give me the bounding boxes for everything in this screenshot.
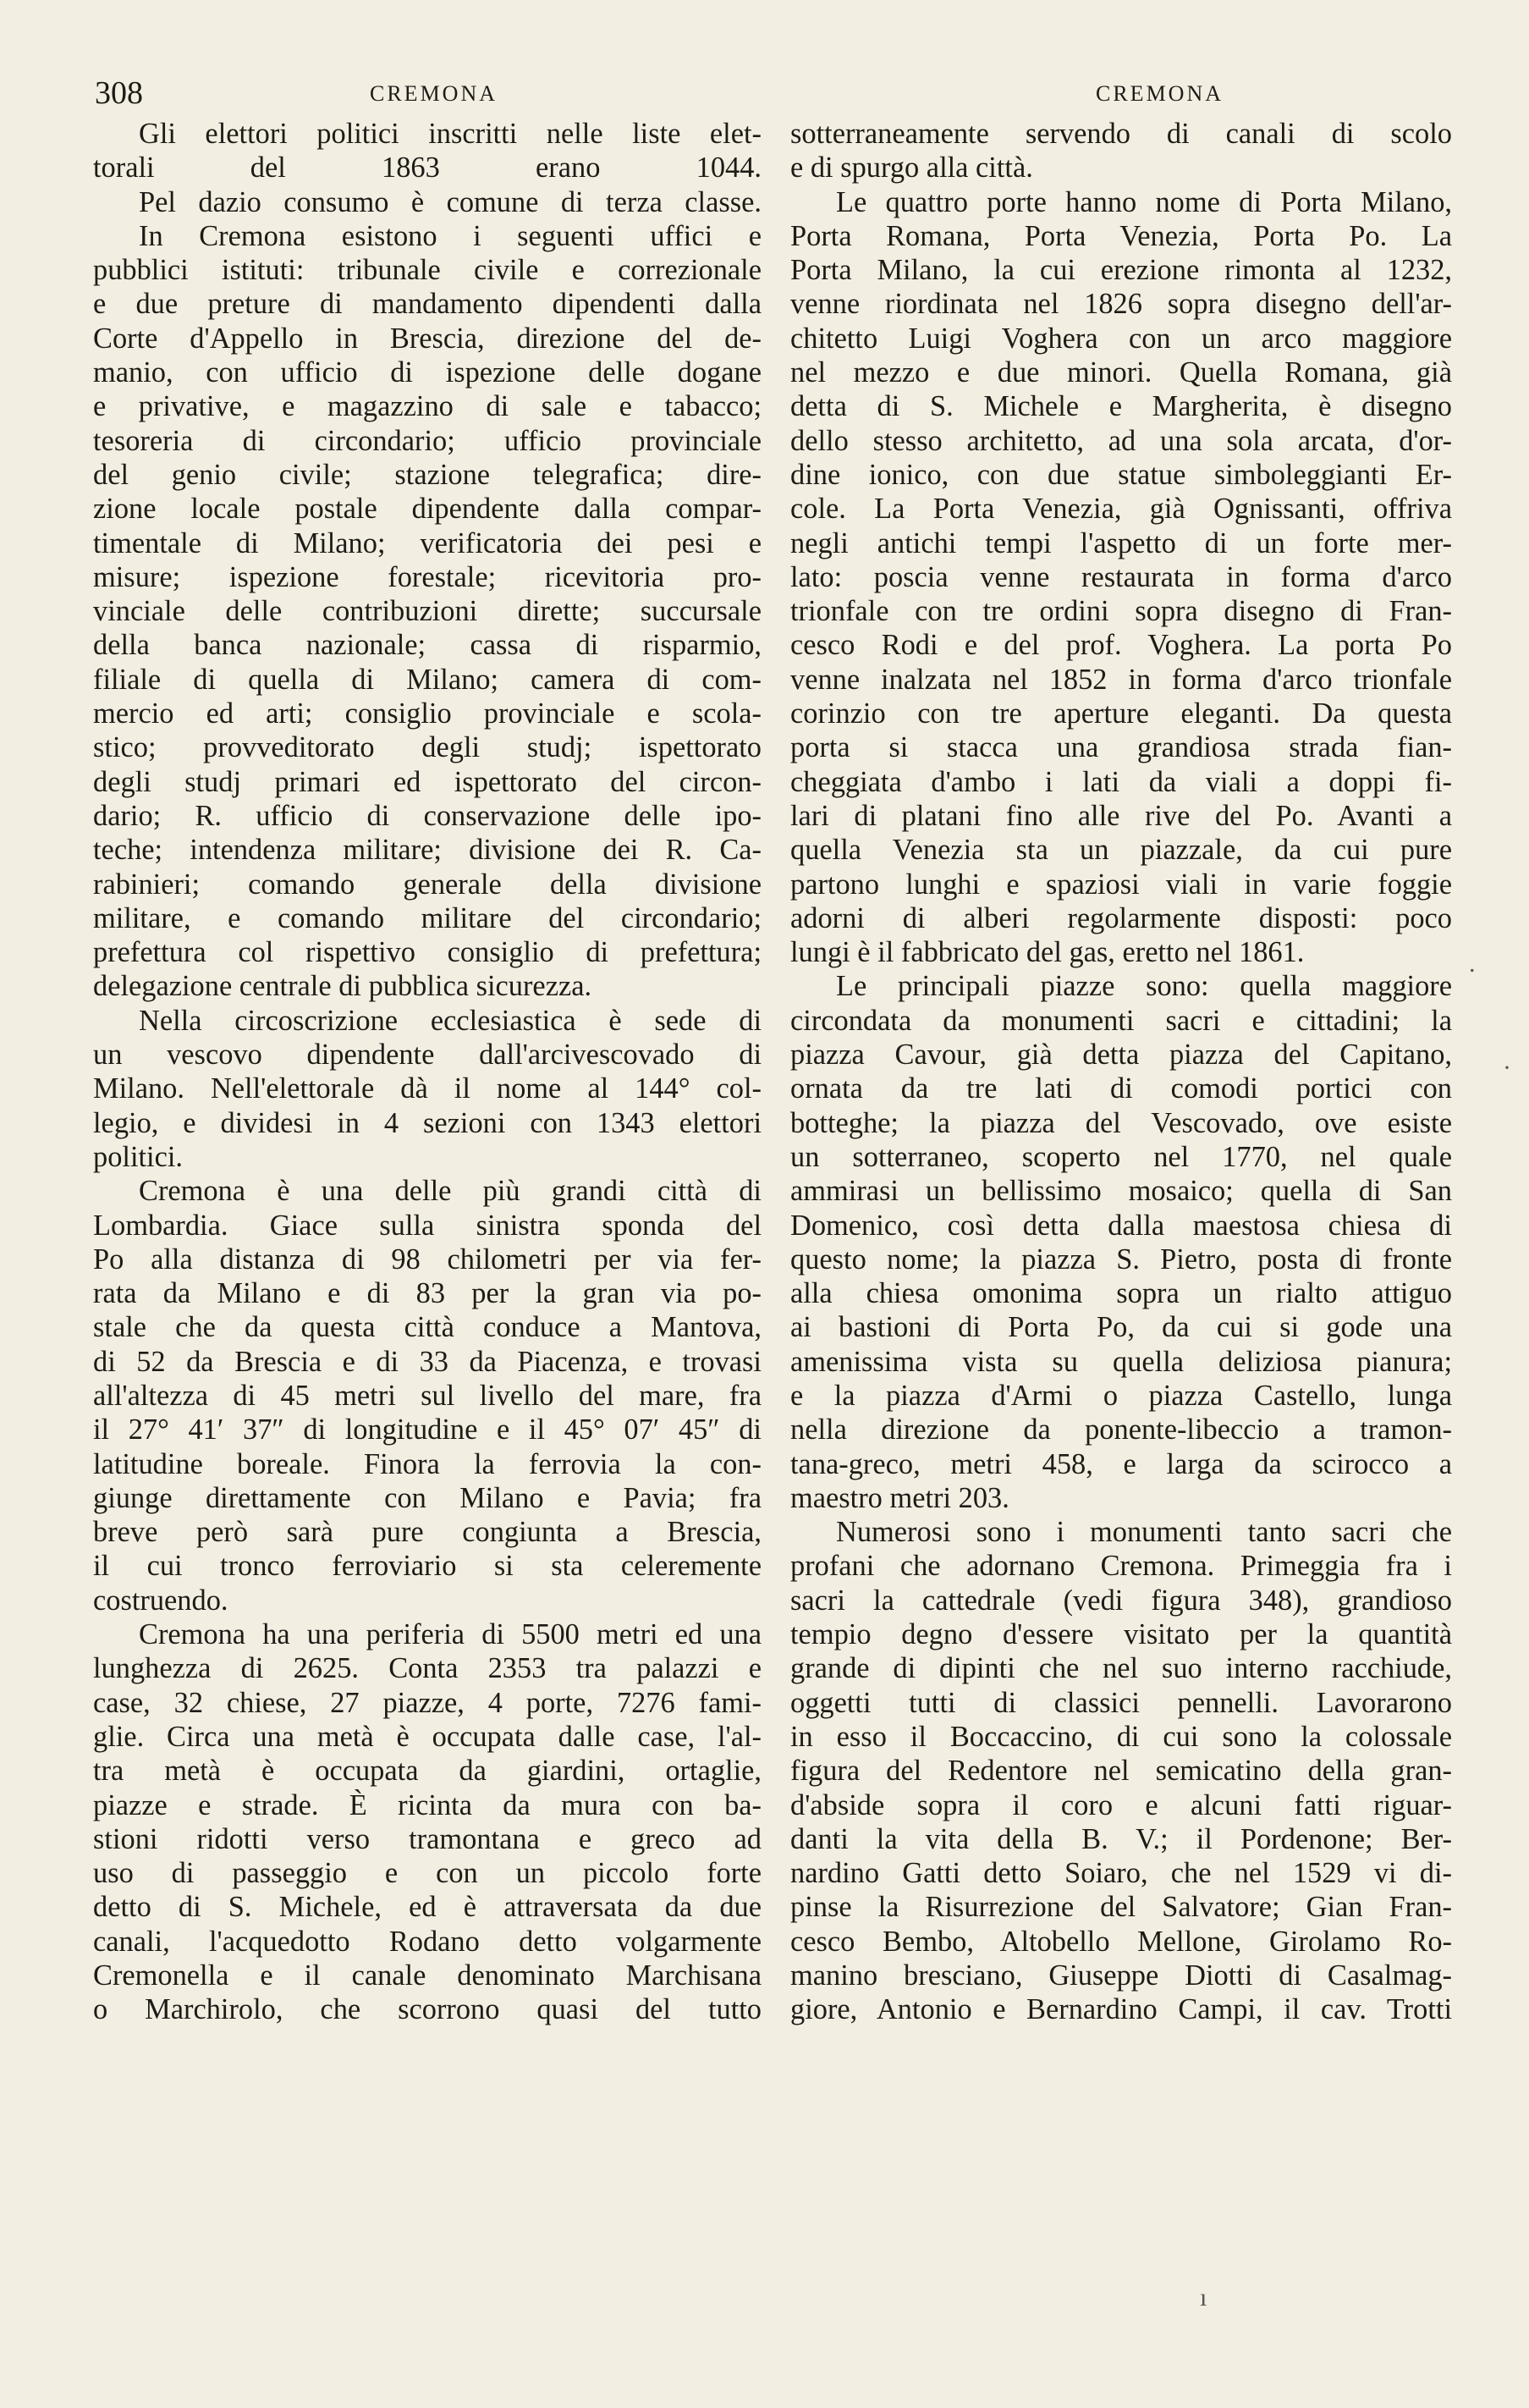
text-line: cesco Rodi e del prof. Voghera. La porta Po [790, 629, 1452, 662]
text-line: tana-greco, metri 458, e larga da scirocco a [790, 1447, 1452, 1480]
text-line: teche; intendenza militare; divisione dei R. Ca- [93, 834, 762, 867]
text-line: ammirasi un bellissimo mosaico; quella di San [790, 1175, 1452, 1208]
text-line: misure; ispezione forestale; ricevitoria pro- [93, 560, 762, 593]
text-line: Le quattro porte hanno nome di Porta Milano, [836, 185, 1452, 218]
text-line: Milano. Nell'elettorale dà il nome al 144° col- [93, 1072, 762, 1105]
text-line: amenissima vista su quella deliziosa pianura; [790, 1345, 1452, 1378]
text-line: nella direzione da ponente-libeccio a tramon- [790, 1413, 1452, 1446]
text-line: porta si stacca una grandiosa strada fian- [790, 731, 1452, 764]
margin-dot: . [1469, 950, 1476, 978]
text-line: lari di platani fino alle rive del Po. Avanti a [790, 799, 1452, 832]
text-line: piazza Cavour, già detta piazza del Capitano, [790, 1039, 1452, 1072]
text-line: Porta Romana, Porta Venezia, Porta Po. La [790, 219, 1452, 252]
text-line: torali del 1863 erano 1044. [93, 152, 762, 185]
text-line: cole. La Porta Venezia, già Ognissanti, offriva [790, 493, 1452, 526]
text-line: uso di passeggio e con un piccolo forte [93, 1857, 762, 1890]
text-line: rata da Milano e di 83 per la gran via po- [93, 1277, 762, 1310]
text-line: sacri la cattedrale (vedi figura 348), grandioso [790, 1584, 1452, 1617]
text-line: legio, e dividesi in 4 sezioni con 1343 elettori [93, 1106, 762, 1139]
text-line: Cremona è una delle più grandi città di [139, 1175, 762, 1208]
text-line: dello stesso architetto, ad una sola arcata, d'or- [790, 424, 1452, 457]
text-line: filiale di quella di Milano; camera di com- [93, 663, 762, 696]
text-line: botteghe; la piazza del Vescovado, ove esiste [790, 1106, 1452, 1139]
text-line: case, 32 chiese, 27 piazze, 4 porte, 7276 fami- [93, 1686, 762, 1719]
text-line: pubblici istituti: tribunale civile e correzionale [93, 254, 762, 287]
text-line: degli studj primari ed ispettorato del circon- [93, 765, 762, 798]
text-line: dario; R. ufficio di conservazione delle ipo- [93, 799, 762, 832]
text-line: cheggiata d'ambo i lati da viali a doppi fi- [790, 765, 1452, 798]
text-line: del genio civile; stazione telegrafica; dire- [93, 458, 762, 491]
text-line: lungi è il fabbricato del gas, eretto nel 1861. [790, 936, 1305, 969]
text-line: della banca nazionale; cassa di risparmio, [93, 629, 762, 662]
left-text-column [93, 117, 762, 2027]
text-line: alla chiesa omonima sopra un rialto attiguo [790, 1277, 1452, 1310]
text-line: sotterraneamente servendo di canali di scolo [790, 118, 1452, 150]
page-number: 308 [95, 75, 143, 111]
text-line: un vescovo dipendente dall'arcivescovado di [93, 1039, 762, 1072]
text-line: quella Venezia sta un piazzale, da cui pure [790, 834, 1452, 867]
text-line: Corte d'Appello in Brescia, direzione del de- [93, 322, 762, 355]
text-line: canali, l'acquedotto Rodano detto volgarmente [93, 1925, 762, 1958]
text-line: glie. Circa una metà è occupata dalle case, l'al- [93, 1720, 762, 1753]
text-line: giore, Antonio e Bernardino Campi, il cav. Trotti [790, 1993, 1452, 2026]
text-line: all'altezza di 45 metri sul livello del mare, fra [93, 1379, 762, 1412]
text-line: stale che da questa città conduce a Mantova, [93, 1311, 762, 1344]
text-line: cesco Bembo, Altobello Mellone, Girolamo Ro- [790, 1925, 1452, 1958]
text-line: corinzio con tre aperture eleganti. Da questa [790, 697, 1452, 730]
text-line: manio, con ufficio di ispezione delle dogane [93, 356, 762, 389]
text-line: breve però sarà pure congiunta a Brescia, [93, 1516, 762, 1549]
text-line: nardino Gatti detto Soiaro, che nel 1529 vi di- [790, 1857, 1452, 1890]
text-line: timentale di Milano; verificatoria dei pesi e [93, 526, 762, 559]
text-line: delegazione centrale di pubblica sicurezza. [93, 970, 592, 1003]
text-line: circondata da monumenti sacri e cittadini; la [790, 1004, 1452, 1037]
text-line: d'abside sopra il coro e alcuni fatti riguar- [790, 1788, 1452, 1821]
text-line: pinse la Risurrezione del Salvatore; Gian Fran- [790, 1891, 1452, 1924]
text-line: oggetti tutti di classici pennelli. Lavorarono [790, 1686, 1452, 1719]
text-line: giunge direttamente con Milano e Pavia; fra [93, 1481, 762, 1514]
text-line: grande di dipinti che nel suo interno racchiude, [790, 1652, 1452, 1685]
text-line: partono lunghi e spaziosi viali in varie foggie [790, 868, 1452, 901]
text-line: vinciale delle contribuzioni dirette; succursale [93, 595, 762, 628]
text-line: detta di S. Michele e Margherita, è disegno [790, 390, 1452, 423]
text-line: un sotterraneo, scoperto nel 1770, nel quale [790, 1140, 1452, 1173]
text-line: latitudine boreale. Finora la ferrovia la con- [93, 1447, 762, 1480]
text-line: stioni ridotti verso tramontana e greco ad [93, 1822, 762, 1855]
text-line: dine ionico, con due statue simboleggianti Er- [790, 458, 1452, 491]
text-line: figura del Redentore nel semicatino della gran- [790, 1755, 1452, 1788]
text-line: Domenico, così detta dalla maestosa chiesa di [790, 1209, 1452, 1242]
text-line: e privative, e magazzino di sale e tabacco; [93, 390, 762, 423]
text-line: Gli elettori politici inscritti nelle liste elet- [139, 118, 762, 150]
text-line: detto di S. Michele, ed è attraversata da due [93, 1891, 762, 1924]
text-line: di 52 da Brescia e di 33 da Piacenza, e trovasi [93, 1345, 762, 1378]
text-line: lato: poscia venne restaurata in forma d'arco [790, 560, 1452, 593]
text-line: maestro metri 203. [790, 1481, 1009, 1514]
text-line: e la piazza d'Armi o piazza Castello, lunga [790, 1379, 1452, 1412]
text-line: tesoreria di circondario; ufficio provinciale [93, 424, 762, 457]
text-line: manino bresciano, Giuseppe Diotti di Casalmag- [790, 1959, 1452, 1992]
text-line: Numerosi sono i monumenti tanto sacri che [836, 1516, 1452, 1549]
text-line: venne inalzata nel 1852 in forma d'arco trionfale [790, 663, 1452, 696]
text-line: e due preture di mandamento dipendenti dalla [93, 288, 762, 321]
text-line: zione locale postale dipendente dalla compar- [93, 493, 762, 526]
text-line: Le principali piazze sono: quella maggiore [836, 970, 1452, 1003]
text-line: Porta Milano, la cui erezione rimonta al 1232, [790, 254, 1452, 287]
text-line: tempio degno d'essere visitato per la quantità [790, 1618, 1452, 1651]
text-line: profani che adornano Cremona. Primeggia fra i [790, 1550, 1452, 1583]
text-line: politici. [93, 1140, 184, 1173]
text-line: trionfale con tre ordini sopra disegno di Fran- [790, 595, 1452, 628]
text-line: Nella circoscrizione ecclesiastica è sede di [139, 1004, 762, 1037]
text-line: venne riordinata nel 1826 sopra disegno dell'ar- [790, 288, 1452, 321]
text-line: ornata da tre lati di comodi portici con [790, 1072, 1452, 1105]
text-line: In Cremona esistono i seguenti uffici e [139, 219, 762, 252]
margin-dot: ı [1200, 2284, 1207, 2312]
text-line: Cremona ha una periferia di 5500 metri ed una [139, 1618, 762, 1651]
text-line: militare, e comando militare del circondario; [93, 901, 762, 934]
text-line: chitetto Luigi Voghera con un arco maggiore [790, 322, 1452, 355]
text-line: il cui tronco ferroviario si sta celeremente [93, 1550, 762, 1583]
text-line: stico; provveditorato degli studj; ispettorato [93, 731, 762, 764]
text-line: Cremonella e il canale denominato Marchisana [93, 1959, 762, 1992]
text-line: e di spurgo alla città. [790, 152, 1033, 185]
text-line: Po alla distanza di 98 chilometri per via fer- [93, 1243, 762, 1276]
text-line: Pel dazio consumo è comune di terza classe. [139, 185, 762, 218]
text-line: negli antichi tempi l'aspetto di un forte mer- [790, 526, 1452, 559]
text-line: in esso il Boccaccino, di cui sono la colossale [790, 1720, 1452, 1753]
text-line: prefettura col rispettivo consiglio di prefettura; [93, 936, 762, 969]
text-line: lunghezza di 2625. Conta 2353 tra palazzi e [93, 1652, 762, 1685]
text-line: Lombardia. Giace sulla sinistra sponda del [93, 1209, 762, 1242]
right-running-title: CREMONA [1096, 81, 1224, 106]
right-text-column [790, 117, 1452, 2027]
text-line: o Marchirolo, che scorrono quasi del tutto [93, 1993, 762, 2026]
margin-dot: · [1503, 1054, 1511, 1082]
text-line: danti la vita della B. V.; il Pordenone; Ber- [790, 1822, 1452, 1855]
text-line: adorni di alberi regolarmente disposti: poco [790, 901, 1452, 934]
text-line: ai bastioni di Porta Po, da cui si gode una [790, 1311, 1452, 1344]
text-line: rabinieri; comando generale della divisione [93, 868, 762, 901]
text-line: il 27° 41′ 37″ di longitudine e il 45° 07′ 45″ di [93, 1413, 762, 1446]
text-line: costruendo. [93, 1584, 228, 1617]
left-running-title: CREMONA [370, 81, 498, 106]
text-line: piazze e strade. È ricinta da mura con ba- [93, 1788, 762, 1821]
text-line: questo nome; la piazza S. Pietro, posta di fronte [790, 1243, 1452, 1276]
text-line: nel mezzo e due minori. Quella Romana, già [790, 356, 1452, 389]
text-line: tra metà è occupata da giardini, ortaglie, [93, 1755, 762, 1788]
text-line: mercio ed arti; consiglio provinciale e scola- [93, 697, 762, 730]
